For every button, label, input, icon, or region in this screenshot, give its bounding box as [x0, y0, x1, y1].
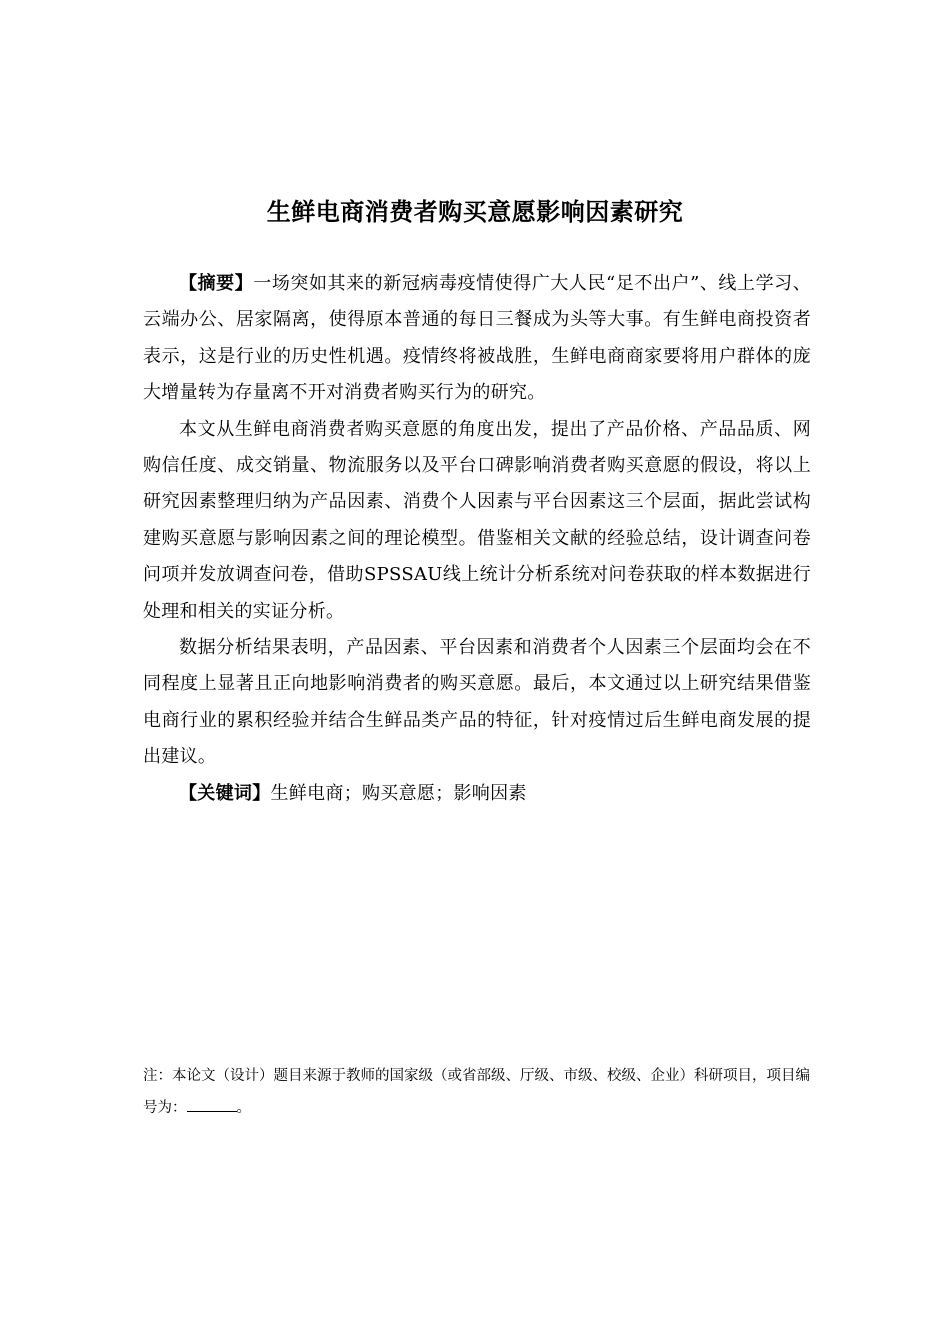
abstract-paragraph-3: 数据分析结果表明，产品因素、平台因素和消费者个人因素三个层面均会在不同程度上显著且正向地影响消费者的购买意愿。最后，本文通过以上研究结果借鉴电商行业的累积经验并结合生鲜品类产品的特征，针对疫情过后生鲜电商发展的提出建议。 — [143, 637, 811, 768]
abstract-paragraph-1 — [143, 266, 811, 412]
project-note — [143, 1060, 811, 1124]
note-text: 注：本论文（设计）题目来源于教师的国家级（或省部级、厅级、市级、校级、企业）科研项目，项目编号为： — [143, 1068, 810, 1116]
keywords-label: 【关键词】 — [179, 782, 271, 804]
note-end: 。 — [236, 1100, 251, 1116]
keywords-text: 生鲜电商；购买意愿；影响因素 — [270, 782, 527, 804]
project-number-blank — [187, 1097, 237, 1112]
keywords-line — [143, 776, 811, 812]
abstract-label: 【摘要】 — [179, 273, 254, 294]
paper-title: 生鲜电商消费者购买意愿影响因素研究 — [266, 198, 684, 226]
abstract-paragraph-2: 本文从生鲜电商消费者购买意愿的角度出发，提出了产品价格、产品品质、网购信任度、成交销量、物流服务以及平台口碑影响消费者购买意愿的假设，将以上研究因素整理归纳为产品因素、消费个人因素与平台因素这三个层面，据此尝试构建购买意愿与影响因素之间的理论模型。借鉴相关文献的经验总结，设计调查问卷问项并发放调查问卷，借助SPSSAU线上统计分析系统对问卷获取的样本数据进行处理和相关的实证分析。 — [143, 418, 811, 622]
abstract-section — [143, 266, 811, 812]
abstract-text-1: 一场突如其来的新冠病毒疫情使得广大人民“足不出户”、线上学习、云端办公、居家隔离，使得原本普通的每日三餐成为头等大事。有生鲜电商投资者表示，这是行业的历史性机遇。疫情终将被战胜，生鲜电商商家要将用户群体的庞大增量转为存量离不开对消费者购买行为的研究。 — [143, 273, 812, 404]
